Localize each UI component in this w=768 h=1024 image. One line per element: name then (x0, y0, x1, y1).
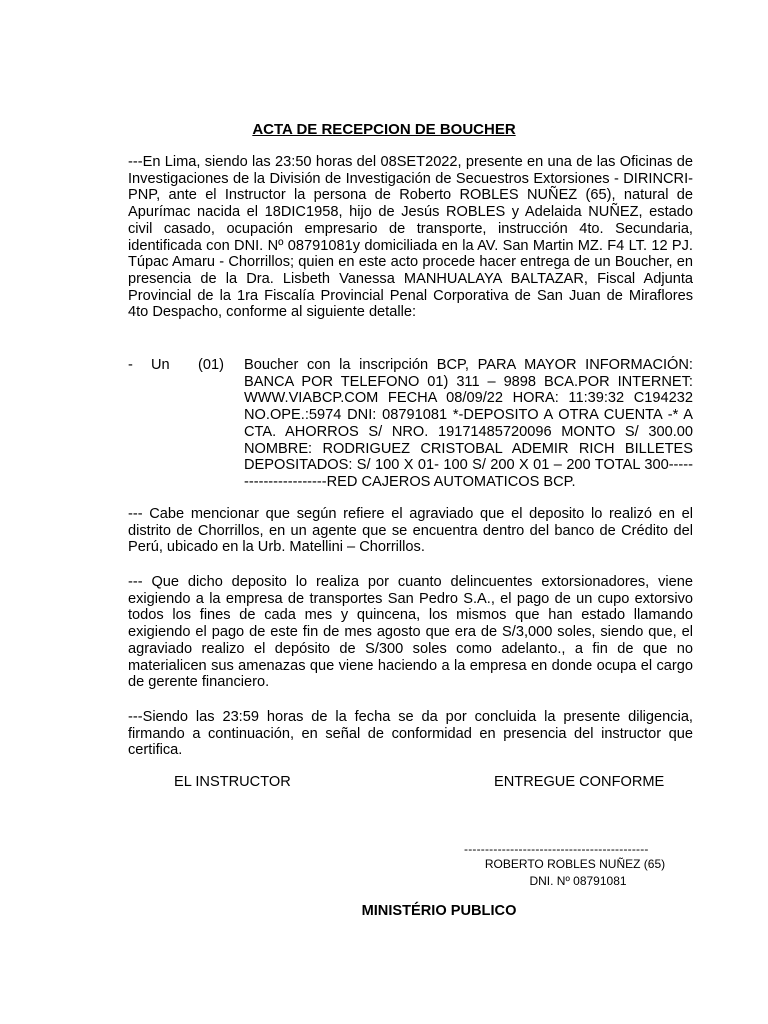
item-bullet: - (128, 357, 133, 373)
signature-conforme-label: ENTREGUE CONFORME (494, 774, 665, 790)
signatory-name: ROBERTO ROBLES NUÑEZ (65) (484, 857, 666, 871)
item-quantity-word: Un (151, 357, 170, 373)
paragraph-closing: ---Siendo las 23:59 horas de la fecha se da por concluida la presente diligencia, firmando a continuación, en señal de conformidad en presencia del instructor que certifica. (128, 709, 693, 759)
footer-institution: MINISTÉRIO PUBLICO (361, 903, 517, 919)
signatory-dni: DNI. Nº 08791081 (529, 874, 627, 888)
paragraph-deposit-location: --- Cabe mencionar que según refiere el agraviado que el deposito lo realizó en el distrito de Chorrillos, en un agente que se encuentra dentro del banco de Crédito del Perú, ubicado en la Urb. Matellini – Chorrillos. (128, 506, 693, 556)
signature-instructor-label: EL INSTRUCTOR (174, 774, 291, 790)
paragraph-extortion-details: --- Que dicho deposito lo realiza por cuanto delincuentes extorsionadores, viene exigiendo a la empresa de transportes San Pedro S.A., el pago de un cupo extorsivo todos los fines de cada mes y quincena, los mismos que han estado llamando exigiendo el pago de este fin de mes agosto que era de S/3,000 soles, siendo que, el agraviado realizo el depósito de S/300 soles como adelanto., a fin de que no materialicen sus amenazas que viene haciendo a la empresa en donde ocupa el cargo de gerente financiero. (128, 574, 693, 691)
document-title: ACTA DE RECEPCION DE BOUCHER (252, 121, 516, 138)
signature-line: -------------------------------------------- (464, 842, 649, 856)
item-description: Boucher con la inscripción BCP, PARA MAYOR INFORMACIÓN: BANCA POR TELEFONO 01) 311 – 9898 BCA.POR INTERNET: WWW.VIABCP.COM FECHA 08/09/22 HORA: 11:39:32 C194232 NO.OPE.:5974 DNI: 08791081 *-DEPOSITO A OTRA CUENTA -* A CTA. AHORROS S/ NRO. 19171485720096 MONTO S/ 300.00 NOMBRE: RODRIGUEZ CRISTOBAL ADEMIR RICH BILLETES DEPOSITADOS: S/ 100 X 01- 100 S/ 200 X 01 – 200 TOTAL 300----------------------RED CAJEROS AUTOMATICOS BCP. (244, 357, 693, 490)
paragraph-intro: ---En Lima, siendo las 23:50 horas del 08SET2022, presente en una de las Oficinas de Investigaciones de la División de Investigación de Secuestros Extorsiones - DIRINCRI-PNP, ante el Instructor la persona de Roberto ROBLES NUÑEZ (65), natural de Apurímac nacida el 18DIC1958, hijo de Jesús ROBLES y Adelaida NUÑEZ, estado civil casado, ocupación empresario de transporte, instrucción 4to. Secundaria, identificada con DNI. Nº 08791081y domiciliada en la AV. San Martin MZ. F4 LT. 12 PJ. Túpac Amaru - Chorrillos; quien en este acto procede hacer entrega de un Boucher, en presencia de la Dra. Lisbeth Vanessa MANHUALAYA BALTAZAR, Fiscal Adjunta Provincial de la 1ra Fiscalía Provincial Penal Corporativa de San Juan de Miraflores 4to Despacho, conforme al siguiente detalle: (128, 154, 693, 321)
item-quantity-number: (01) (198, 357, 224, 373)
